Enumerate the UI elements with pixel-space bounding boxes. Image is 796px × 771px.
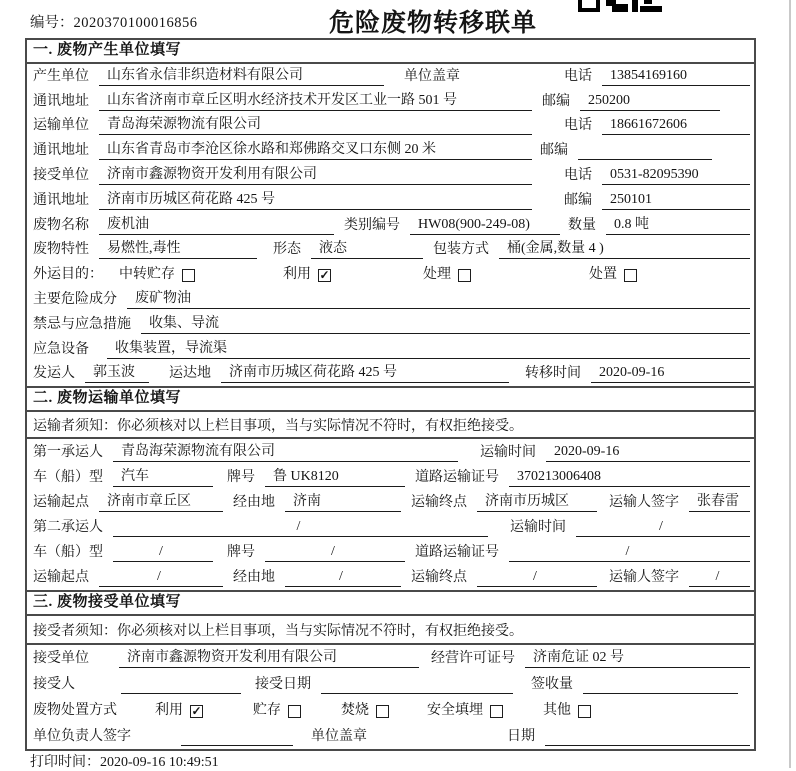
field-label: 经营许可证号 (431, 651, 515, 667)
section-2-header: 二. 废物运输单位填写 (27, 386, 754, 412)
field-label: 形态 (273, 242, 301, 258)
field-label: 接受单位 (33, 167, 89, 183)
field-value: 废机油 (99, 216, 334, 235)
field-label: 应急设备 (33, 341, 89, 357)
field-value: 370213006408 (509, 468, 750, 487)
row-waste-properties (27, 238, 754, 263)
field-label: 电话 (564, 118, 592, 134)
field-label: 数量 (568, 217, 596, 233)
transporter-notice: 运输者须知：你必须核对以上栏目事项，当与实际情况不符时，有权拒绝接受。 (27, 412, 754, 439)
field-value: / (113, 518, 488, 537)
field-label: 发运人 (33, 366, 75, 382)
field-value: / (265, 543, 405, 562)
row-hazardous-components (27, 287, 754, 312)
field-label: 日期 (507, 729, 535, 745)
field-label: 运输人签字 (609, 494, 679, 510)
row-responsible-signature (27, 723, 754, 749)
row-vehicle-2 (27, 540, 754, 565)
row-route-2 (27, 565, 754, 590)
field-label: 外运目的： (33, 267, 103, 283)
field-value: / (113, 543, 213, 562)
field-value: 汽车 (113, 468, 213, 487)
checkbox-box (624, 269, 637, 282)
checkbox-label: 安全填埋 (427, 703, 483, 719)
field-label: 运输终点 (411, 494, 467, 510)
checkbox-dispose (589, 266, 637, 284)
field-label: 车（船）型 (33, 469, 103, 485)
field-value: 青岛海荣源物流有限公司 (99, 116, 532, 135)
checkbox-box (458, 269, 471, 282)
checkbox-label: 利用 (283, 267, 311, 283)
field-value: 济南市历城区荷花路 425 号 (221, 364, 509, 383)
field-label: 道路运输证号 (415, 469, 499, 485)
field-label: 牌号 (227, 545, 255, 561)
field-label: 废物处置方式 (33, 703, 117, 719)
page-title: 危险废物转移联单 (328, 10, 538, 37)
field-value: 山东省永信非织造材料有限公司 (99, 67, 384, 86)
field-label: 运输时间 (480, 444, 536, 460)
field-value: 250101 (602, 191, 750, 210)
field-label: 经由地 (233, 494, 275, 510)
field-value: 13854169160 (602, 67, 750, 86)
field-value: HW08(900-249-08) (410, 216, 560, 235)
field-value: 济南市历城区荷花路 425 号 (99, 191, 532, 210)
field-label: 接受日期 (255, 677, 311, 693)
field-label: 车（船）型 (33, 545, 103, 561)
field-label: 通讯地址 (33, 93, 89, 109)
field-value: 济南 (285, 493, 401, 512)
checkbox-utilize-2 (155, 702, 203, 720)
field-value: / (509, 543, 750, 562)
checkbox-box: ✓ (319, 268, 330, 283)
receiver-notice: 接受者须知：你必须核对以上栏目事项，当与实际情况不符时，有权拒绝接受。 (27, 616, 754, 645)
field-label: 运输终点 (411, 570, 467, 586)
row-receiver-person (27, 671, 754, 697)
field-value: / (576, 518, 750, 537)
field-label: 单位负责人签字 (33, 729, 131, 745)
section-1-header: 一. 废物产生单位填写 (27, 40, 754, 64)
field-value: / (689, 568, 750, 587)
row-emergency-equipment (27, 337, 754, 362)
checkbox-label: 处理 (423, 267, 451, 283)
field-value (578, 141, 712, 160)
field-label: 产生单位 (33, 68, 89, 84)
row-receiver-unit (27, 163, 754, 188)
checkbox-utilize (283, 266, 331, 284)
section-producer (27, 40, 754, 386)
row-producer-unit (27, 64, 754, 89)
field-value: 收集、导流 (141, 315, 750, 334)
field-label: 通讯地址 (33, 143, 89, 159)
field-value: 郭玉波 (85, 364, 149, 383)
row-receiver-address (27, 188, 754, 213)
row-transporter-address (27, 138, 754, 163)
field-label: 包装方式 (433, 242, 489, 258)
field-label: 类别编号 (344, 217, 400, 233)
field-value: / (285, 568, 401, 587)
field-label: 主要危险成分 (33, 291, 117, 307)
row-first-carrier (27, 439, 754, 464)
checkbox-box (490, 705, 503, 718)
field-label: 道路运输证号 (415, 545, 499, 561)
field-value: 250200 (580, 92, 720, 111)
checkbox-box (376, 705, 389, 718)
field-value (583, 675, 738, 694)
field-value (181, 727, 293, 746)
section-receiver (27, 590, 754, 749)
row-second-carrier (27, 515, 754, 540)
field-value: 济南市鑫源物资开发利用有限公司 (99, 166, 532, 185)
field-label: 邮编 (540, 143, 568, 159)
field-value: 2020-09-16 (546, 443, 750, 462)
field-value: 济南危证 02 号 (525, 649, 750, 668)
field-value: 2020-09-16 (591, 364, 750, 383)
field-label: 经由地 (233, 570, 275, 586)
row-dispatch-info (27, 362, 754, 387)
checkbox-label: 利用 (155, 703, 183, 719)
serial-number (30, 11, 198, 32)
checkbox-box (288, 705, 301, 718)
field-value: 易燃性,毒性 (99, 240, 257, 259)
section-transporter (27, 386, 754, 590)
print-time (30, 751, 219, 771)
checkbox-treat (423, 266, 471, 284)
field-label: 废物名称 (33, 217, 89, 233)
field-value: 山东省济南市章丘区明水经济技术开发区工业一路 501 号 (99, 92, 532, 111)
field-label: 运输起点 (33, 570, 89, 586)
field-value: 济南市章丘区 (99, 493, 223, 512)
field-label: 接受单位 (33, 651, 89, 667)
field-label: 运输时间 (510, 520, 566, 536)
manifest-form (25, 38, 756, 751)
checkbox-storage-2 (253, 702, 301, 720)
field-value: 鲁 UK8120 (265, 468, 405, 487)
field-label: 运输起点 (33, 494, 89, 510)
row-disposal-method (27, 697, 754, 723)
field-value (545, 727, 750, 746)
section-3-header: 三. 废物接受单位填写 (27, 590, 754, 616)
field-label: 单位盖章 (311, 729, 367, 745)
field-label: 通讯地址 (33, 192, 89, 208)
field-value: / (477, 568, 597, 587)
row-emergency-measures (27, 312, 754, 337)
checkbox-label: 处置 (589, 267, 617, 283)
field-label: 电话 (564, 68, 592, 84)
field-label: 运输单位 (33, 118, 89, 134)
row-waste-name (27, 213, 754, 238)
checkbox-label: 中转贮存 (119, 267, 175, 283)
field-value (321, 675, 513, 694)
field-value (121, 675, 241, 694)
field-label: 电话 (564, 167, 592, 183)
field-value: 张春雷 (689, 493, 750, 512)
field-label: 签收量 (531, 677, 573, 693)
field-value: 0531-82095390 (602, 166, 750, 185)
row-route-1 (27, 490, 754, 515)
page-edge-line (789, 0, 791, 768)
print-time-label: 打印时间： (30, 755, 100, 770)
field-label: 邮编 (542, 93, 570, 109)
field-label: 转移时间 (525, 366, 581, 382)
row-producer-address (27, 89, 754, 114)
field-value: 桶(金属,数量 4 ) (499, 240, 750, 259)
field-value: 青岛海荣源物流有限公司 (113, 443, 458, 462)
row-transporter-unit (27, 114, 754, 139)
field-value: 山东省青岛市李沧区徐水路和郑佛路交叉口东侧 20 米 (99, 141, 532, 160)
row-receiver-unit-confirm (27, 645, 754, 671)
row-vehicle-1 (27, 465, 754, 490)
checkbox-box: ✓ (191, 704, 202, 719)
field-value: 济南市鑫源物资开发利用有限公司 (119, 649, 419, 668)
checkbox-landfill (427, 702, 503, 720)
checkbox-label: 其他 (543, 703, 571, 719)
field-label: 第一承运人 (33, 444, 103, 460)
field-value: 济南市历城区 (477, 493, 597, 512)
checkbox-label: 焚烧 (341, 703, 369, 719)
field-label: 单位盖章 (404, 68, 460, 84)
print-time-value: 2020-09-16 10:49:51 (100, 755, 219, 770)
checkbox-incinerate (341, 702, 389, 720)
field-value: / (99, 568, 223, 587)
checkbox-transfer-storage (119, 266, 195, 284)
row-transfer-purpose (27, 262, 754, 287)
serial-label: 编号： (30, 15, 74, 31)
checkbox-box (182, 269, 195, 282)
serial-value: 2020370100016856 (73, 15, 198, 31)
field-label: 邮编 (564, 192, 592, 208)
field-label: 接受人 (33, 677, 75, 693)
field-value: 18661672606 (602, 116, 750, 135)
field-label: 运输人签字 (609, 570, 679, 586)
field-label: 禁忌与应急措施 (33, 316, 131, 332)
field-label: 运达地 (169, 366, 211, 382)
checkbox-box (578, 705, 591, 718)
qr-code-partial-icon (578, 0, 662, 12)
checkbox-label: 贮存 (253, 703, 281, 719)
field-label: 第二承运人 (33, 520, 103, 536)
field-value: 0.8 吨 (606, 216, 750, 235)
field-value: 收集装置，导流渠 (107, 340, 750, 359)
checkbox-other (543, 702, 591, 720)
field-value: 液态 (311, 240, 423, 259)
field-value: 废矿物油 (127, 290, 750, 309)
field-label: 废物特性 (33, 242, 89, 258)
field-label: 牌号 (227, 469, 255, 485)
